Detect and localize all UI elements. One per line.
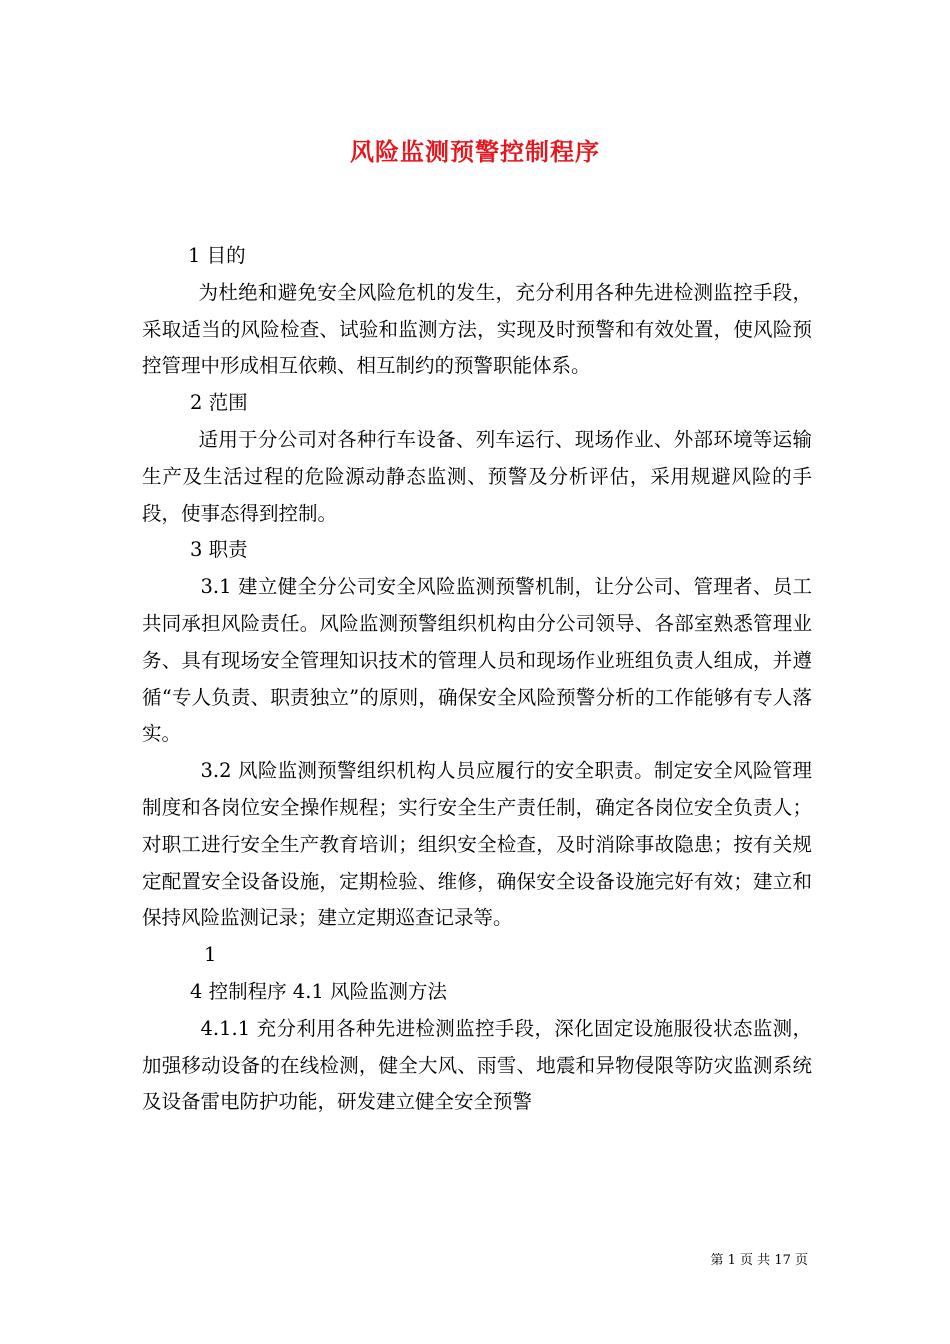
paragraph-monitoring-4-1-1: 4.1.1 充分利用各种先进检测监控手段，深化固定设施服役状态监测，加强移动设备的在线检测，健全大风、雨雪、地震和异物侵限等防灾监测系统及设备雷电防护功能，研发建立健全安全预警: [142, 1016, 812, 1114]
page-footer: 第 1 页 共 17 页: [710, 1253, 808, 1268]
paragraph-scope: 适用于分公司对各种行车设备、列车运行、现场作业、外部环境等运输生产及生活过程的危险源动静态监测、预警及分析评估，采用规避风险的手段，使事态得到控制。: [142, 427, 812, 525]
section-heading-duties: 3 职责: [190, 538, 248, 562]
inline-page-marker: 1: [204, 943, 217, 967]
document-body: [142, 238, 812, 1121]
document-title: 风险监测预警控制程序: [350, 137, 600, 166]
section-heading-control-procedure: 4 控制程序 4.1 风险监测方法: [190, 979, 448, 1003]
section-heading-purpose: 1 目的: [188, 244, 246, 267]
paragraph-duties-3-2: 3.2 风险监测预警组织机构人员应履行的安全职责。制定安全风险管理制度和各岗位安全操作规程；实行安全生产责任制，确定各岗位安全负责人；对职工进行安全生产教育培训；组织安全检查，及时消除事故隐患；按有关规定配置安全设备设施，定期检验、维修，确保安全设备设施完好有效；建立和保持风险监测记录；建立定期巡查记录等。: [142, 759, 812, 930]
paragraph-duties-3-1: 3.1 建立健全分公司安全风险监测预警机制，让分公司、管理者、员工共同承担风险责任。风险监测预警组织机构由分公司领导、各部室熟悉管理业务、具有现场安全管理知识技术的管理人员和现场作业班组负责人组成，并遵循“专人负责、职责独立”的原则，确保安全风险预警分析的工作能够有专人落实。: [142, 575, 812, 746]
section-heading-scope: 2 范围: [190, 391, 248, 415]
paragraph-purpose: 为杜绝和避免安全风险危机的发生，充分利用各种先进检测监控手段，采取适当的风险检查、试验和监测方法，实现及时预警和有效处置，使风险预控管理中形成相互依赖、相互制约的预警职能体系。: [142, 280, 812, 378]
